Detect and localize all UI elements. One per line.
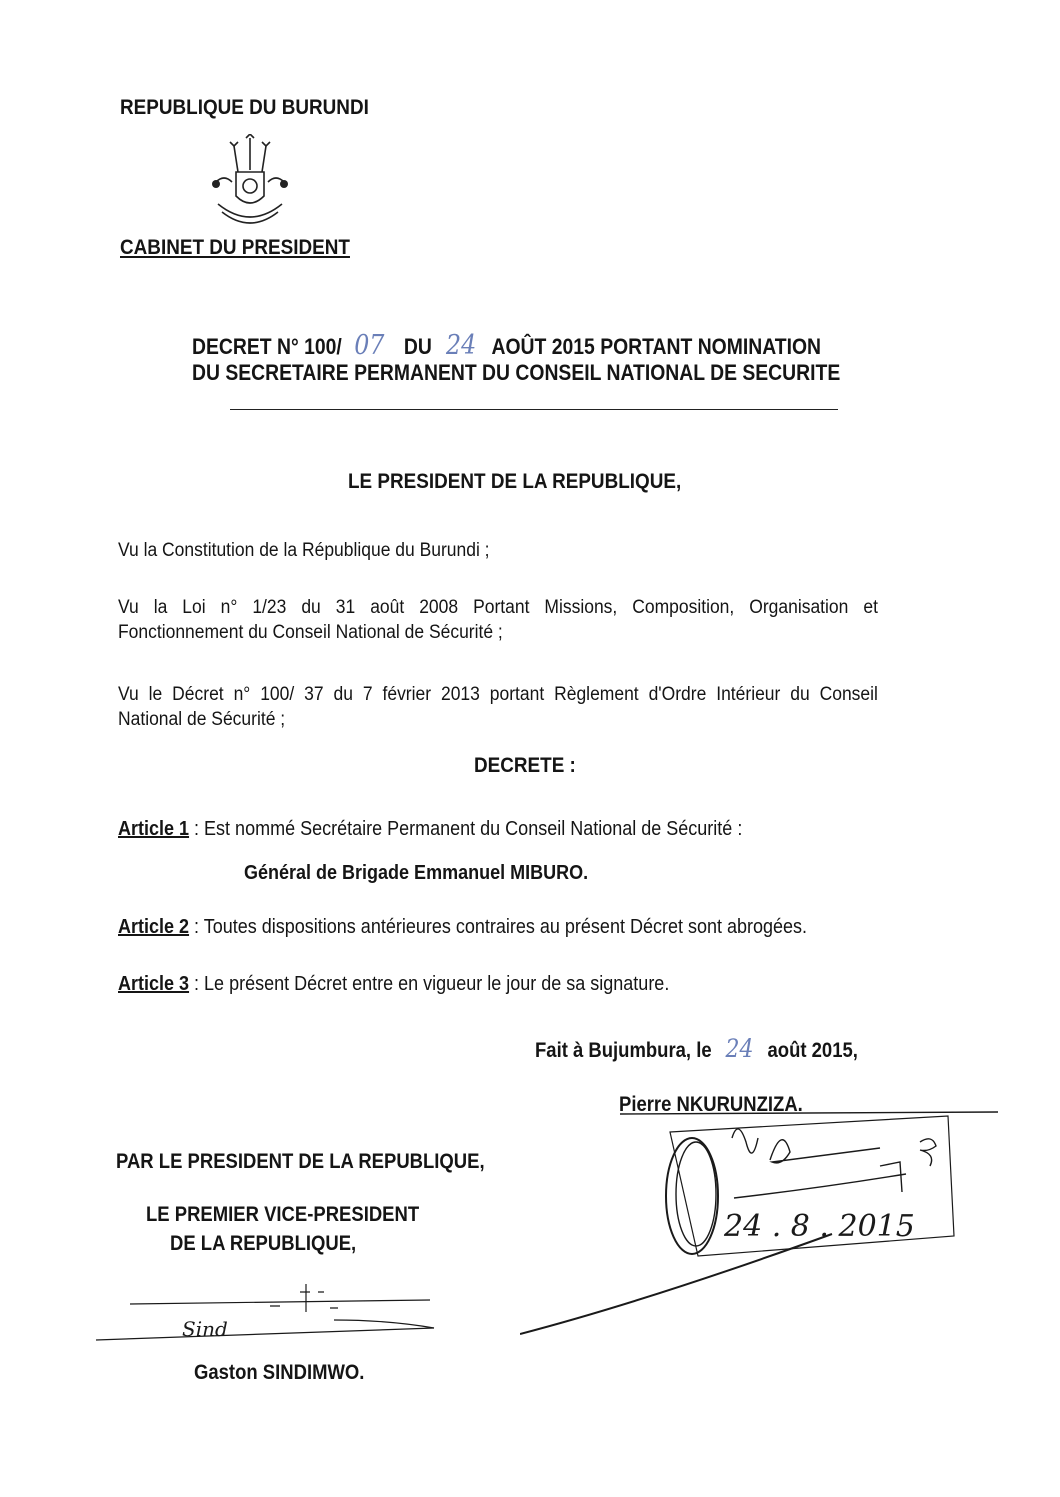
decree-title-line-2: DU SECRETAIRE PERMANENT DU CONSEIL NATIONAL DE SECURITE — [192, 360, 841, 385]
article-1 — [118, 818, 742, 841]
signature-date-handwritten: 24 . 8 . 2015 — [724, 1209, 915, 1244]
visa-constitution: Vu la Constitution de la République du Burundi ; — [118, 540, 490, 561]
place-and-date — [535, 1034, 858, 1063]
country-name: REPUBLIQUE DU BURUNDI — [120, 96, 369, 119]
decree-du: DU — [403, 334, 432, 359]
president-name: Pierre NKURUNZIZA. — [619, 1093, 803, 1116]
article-2-text: : Toutes dispositions antérieures contraires au présent Décret sont abrogées. — [189, 916, 808, 938]
visa-decree-line-2: National de Sécurité ; — [118, 709, 286, 730]
decree-title-line-1 — [192, 330, 868, 361]
date-day-handwritten: 24 — [725, 1034, 754, 1063]
title-rule — [230, 409, 838, 410]
decree-number-handwritten: 07 — [354, 330, 385, 361]
article-2 — [118, 916, 807, 939]
president-signature — [520, 1108, 1002, 1348]
vice-president-role-line-2: DE LA REPUBLIQUE, — [170, 1232, 357, 1255]
visa-law-line-1: Vu la Loi n° 1/23 du 31 août 2008 Portant Missions, Composition, Organisation et — [118, 597, 878, 618]
vice-president-role-line-1: LE PREMIER VICE-PRESIDENT — [146, 1203, 420, 1226]
countersign-heading: PAR LE PRESIDENT DE LA REPUBLIQUE, — [116, 1150, 485, 1173]
article-3-text: : Le présent Décret entre en vigueur le jour de sa signature. — [189, 973, 670, 995]
article-3-label: Article 3 — [118, 973, 190, 995]
vice-president-signature — [94, 1272, 444, 1352]
article-2-label: Article 2 — [118, 916, 190, 938]
decree-day-handwritten: 24 — [446, 330, 477, 361]
nominee-name: Général de Brigade Emmanuel MIBURO. — [244, 862, 589, 884]
decree-number-prefix: DECRET N° 100/ — [192, 334, 342, 359]
vice-president-name: Gaston SINDIMWO. — [194, 1361, 365, 1384]
article-1-text: : Est nommé Secrétaire Permanent du Conseil National de Sécurité : — [189, 818, 743, 840]
article-1-label: Article 1 — [118, 818, 190, 840]
date-suffix: août 2015, — [767, 1039, 858, 1062]
visa-law-line-2: Fonctionnement du Conseil National de Sécurité ; — [118, 622, 503, 643]
vice-president-signature-text: Sind — [182, 1317, 228, 1341]
cabinet-heading: CABINET DU PRESIDENT — [120, 236, 350, 259]
article-3 — [118, 973, 669, 996]
visa-decree-line-1: Vu le Décret n° 100/ 37 du 7 février 2013 portant Règlement d'Ordre Intérieur du Conseil — [118, 684, 878, 705]
burundi-coat-of-arms-icon — [204, 134, 296, 234]
president-heading: LE PRESIDENT DE LA REPUBLIQUE, — [348, 470, 682, 493]
decree-title-rest: AOÛT 2015 PORTANT NOMINATION — [491, 334, 822, 359]
decrete-heading: DECRETE : — [474, 754, 576, 777]
place-prefix: Fait à Bujumbura, le — [535, 1039, 712, 1062]
